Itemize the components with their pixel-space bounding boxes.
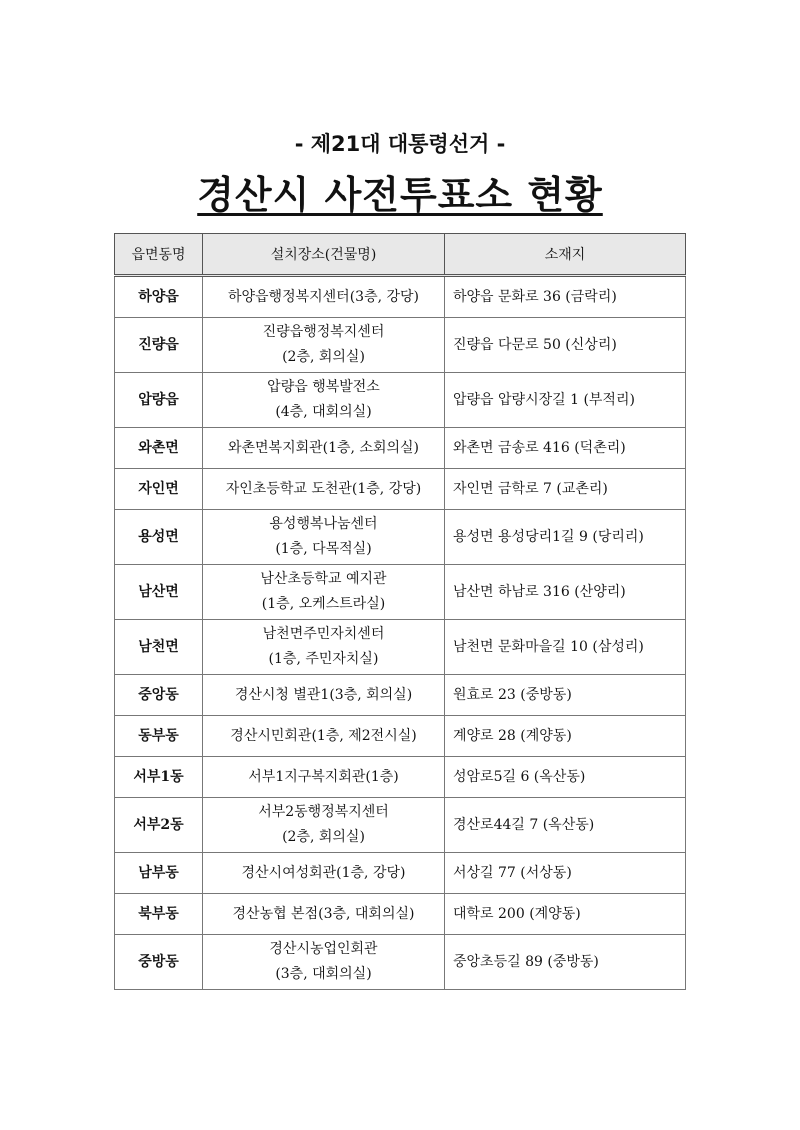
address-cell: 계양로 28 (계양동) [445,716,686,757]
address-cell: 하양읍 문화로 36 (금락리) [445,276,686,318]
table-row [115,276,686,318]
place-line: 경산농협 본점(3층, 대회의실) [232,905,415,922]
area-name-cell: 동부동 [115,716,203,757]
address-cell: 와촌면 금송로 416 (덕촌리) [445,428,686,469]
place-line: 용성행복나눔센터 [269,516,378,532]
column-header-address: 소재지 [445,234,686,276]
place-line: 서부1지구복지회관(1층) [248,768,399,785]
place-line: 서부2동행정복지센터 [258,804,389,820]
place-line: 진량읍행정복지센터 [262,324,385,340]
place-cell [203,675,445,716]
table-row [115,935,686,990]
area-name-cell: 중방동 [115,935,203,990]
place-cell [203,510,445,565]
area-name-cell: 남산면 [115,565,203,620]
area-name-cell: 남부동 [115,853,203,894]
area-name-cell: 서부1동 [115,757,203,798]
table-header-row [115,234,686,276]
place-line: (1층, 다목적실) [275,541,372,557]
place-line: 경산시민회관(1층, 제2전시실) [230,727,417,744]
area-name-cell: 압량읍 [115,373,203,428]
table-body [115,276,686,990]
area-name-cell: 자인면 [115,469,203,510]
address-cell: 대학로 200 (계양동) [445,894,686,935]
address-cell: 남천면 문화마을길 10 (삼성리) [445,620,686,675]
place-line: 하양읍행정복지센터(3층, 강당) [227,288,420,305]
column-header-place: 설치장소(건물명) [203,234,445,276]
address-cell: 서상길 77 (서상동) [445,853,686,894]
polling-stations-table [114,233,686,990]
table-row [115,675,686,716]
address-cell: 용성면 용성당리1길 9 (당리리) [445,510,686,565]
place-line: 남천면주민자치센터 [262,626,385,642]
table-row [115,318,686,373]
place-cell [203,757,445,798]
place-cell [203,469,445,510]
address-cell: 중앙초등길 89 (중방동) [445,935,686,990]
place-cell [203,935,445,990]
place-cell [203,276,445,318]
table-row [115,894,686,935]
table-row [115,428,686,469]
place-cell [203,565,445,620]
area-name-cell: 하양읍 [115,276,203,318]
area-name-cell: 진량읍 [115,318,203,373]
place-cell [203,716,445,757]
place-line: 자인초등학교 도천관(1층, 강당) [225,480,422,497]
column-header-area: 읍면동명 [115,234,203,276]
table-row [115,853,686,894]
address-cell: 자인면 금학로 7 (교촌리) [445,469,686,510]
place-line: (1층, 오케스트라실) [261,596,386,612]
address-cell: 경산로44길 7 (옥산동) [445,798,686,853]
table-row [115,620,686,675]
address-cell: 남산면 하남로 316 (산양리) [445,565,686,620]
area-name-cell: 중앙동 [115,675,203,716]
area-name-cell: 와촌면 [115,428,203,469]
address-cell: 성암로5길 6 (옥산동) [445,757,686,798]
place-cell [203,894,445,935]
place-line: 경산시청 별관1(3층, 회의실) [234,686,413,703]
place-line: 남산초등학교 예지관 [260,571,387,587]
place-line: (1층, 주민자치실) [268,651,379,667]
place-cell [203,798,445,853]
place-line: 경산시여성회관(1층, 강당) [241,864,406,881]
place-cell [203,853,445,894]
place-cell [203,428,445,469]
place-line: (2층, 회의실) [282,829,365,845]
area-name-cell: 서부2동 [115,798,203,853]
address-cell: 진량읍 다문로 50 (신상리) [445,318,686,373]
area-name-cell: 북부동 [115,894,203,935]
table-row [115,757,686,798]
area-name-cell: 남천면 [115,620,203,675]
place-cell [203,620,445,675]
page-title-text: 경산시 사전투표소 현황 [197,173,603,217]
place-line: 와촌면복지회관(1층, 소회의실) [227,439,420,456]
area-name-cell: 용성면 [115,510,203,565]
place-line: 경산시농업인회관 [269,941,378,957]
place-cell [203,373,445,428]
table-row [115,469,686,510]
table-row [115,373,686,428]
page-title [0,164,800,219]
place-cell [203,318,445,373]
place-line: (3층, 대회의실) [275,966,372,982]
place-line: 압량읍 행복발전소 [267,379,380,395]
address-cell: 원효로 23 (중방동) [445,675,686,716]
address-cell: 압량읍 압량시장길 1 (부적리) [445,373,686,428]
table-row [115,716,686,757]
election-subtitle: - 제21대 대통령선거 - [294,132,506,156]
place-line: (2층, 회의실) [282,349,365,365]
table-row [115,565,686,620]
table-row [115,798,686,853]
place-line: (4층, 대회의실) [275,404,372,420]
table-row [115,510,686,565]
